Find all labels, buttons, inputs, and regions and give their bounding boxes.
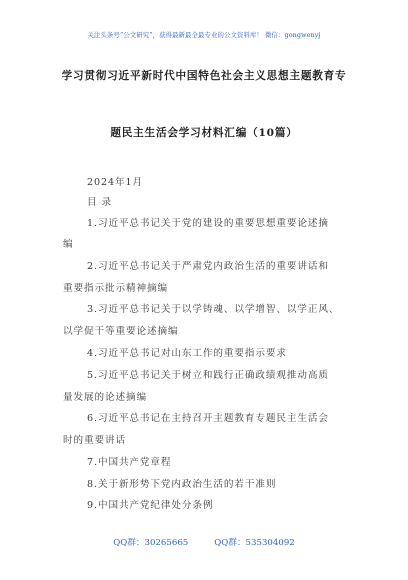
toc-line: 9.中国共产党纪律处分条例 xyxy=(87,500,214,511)
footer-qq-group-1: QQ群：30265665 xyxy=(113,538,189,548)
toc-line: 3.习近平总书记关于以学铸魂、以学增智、以学正风、 xyxy=(87,304,340,315)
toc-line: 4.习近平总书记对山东工作的重要指示要求 xyxy=(87,348,287,359)
toc-heading: 目 录 xyxy=(87,197,112,208)
toc-line: 5.习近平总书记关于树立和践行正确政绩观推动高质 xyxy=(87,370,329,381)
footer-qq-group-2: QQ群：535304092 xyxy=(214,538,295,548)
document-title-line-1: 学习贯彻习近平新时代中国特色社会主义思想主题教育专 xyxy=(61,70,347,82)
document-title-line-2: 题民主生活会学习材料汇编（10篇） xyxy=(110,127,298,139)
toc-line: 7.中国共产党章程 xyxy=(87,457,172,468)
header-note: 关注头条号“公文研究”，获得最新最全最专业的公文资料库！ 微信：gongwenyj xyxy=(87,31,321,39)
toc-line: 8.关于新形势下党内政治生活的若干准则 xyxy=(87,479,277,490)
document-date: 2024年1月 xyxy=(87,177,144,188)
toc-line: 时的重要讲话 xyxy=(63,435,126,446)
toc-line: 2.习近平总书记关于严肃党内政治生活的重要讲话和 xyxy=(87,261,329,272)
footer-contact xyxy=(0,536,408,548)
toc-line: 量发展的论述摘编 xyxy=(63,392,147,403)
toc-line: 6.习近平总书记在主持召开主题教育专题民主生活会 xyxy=(87,413,329,424)
toc-line: 编 xyxy=(63,239,74,250)
toc-line: 以学促干等重要论述摘编 xyxy=(63,326,179,337)
toc-line: 重要指示批示精神摘编 xyxy=(63,283,168,294)
toc-line: 1.习近平总书记关于党的建设的重要思想重要论述摘 xyxy=(87,218,329,229)
